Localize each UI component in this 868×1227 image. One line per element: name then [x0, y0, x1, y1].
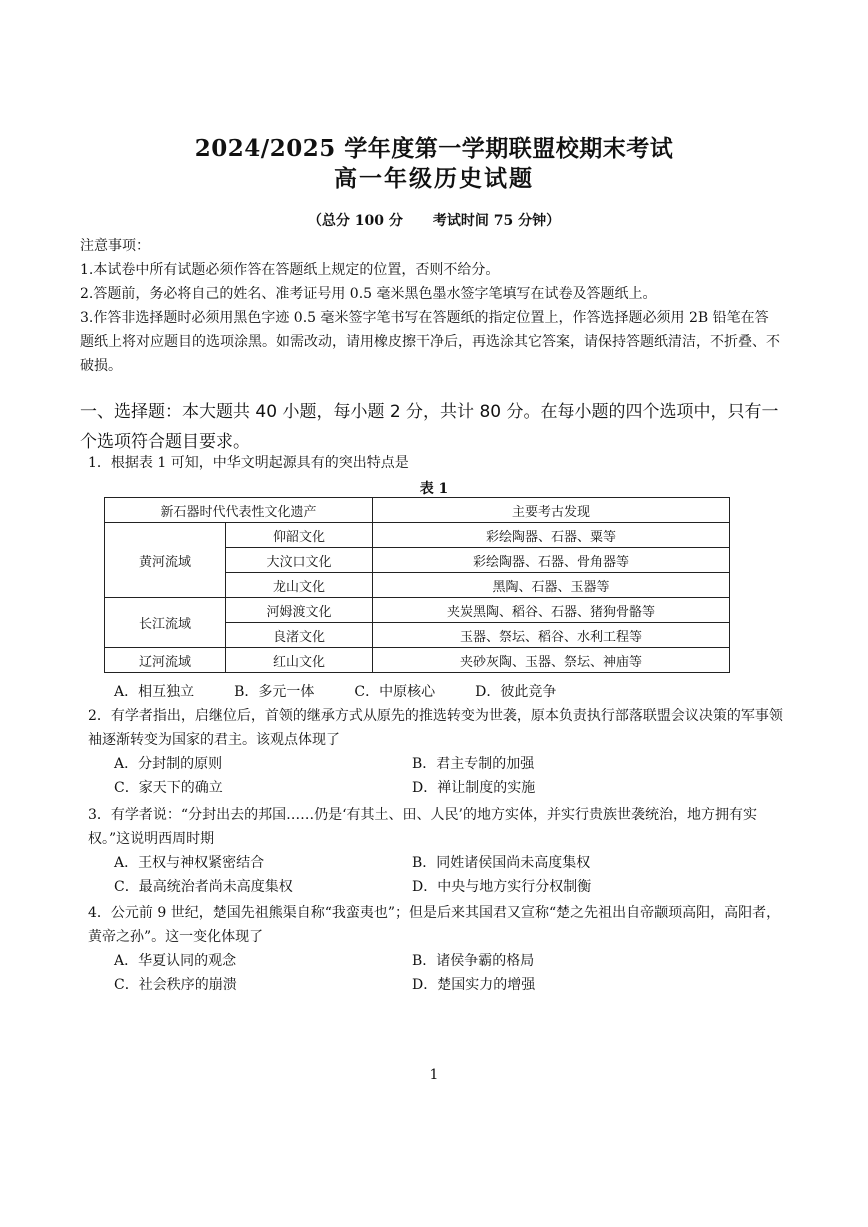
finds-cell: 玉器、祭坛、稻谷、水利工程等	[373, 623, 730, 648]
question-4-options	[114, 949, 788, 997]
option-b: B．诸侯争霸的格局	[412, 953, 535, 969]
question-3	[88, 803, 788, 899]
question-2-stem: 2．有学者指出，启继位后，首领的继承方式从原先的推选转变为世袭，原本负责执行部落联盟会议决策的军事领袖逐渐转变为国家的君主。该观点体现了	[88, 708, 783, 748]
region-cell: 辽河流域	[105, 648, 226, 673]
option-c: C．社会秩序的崩溃	[114, 977, 237, 993]
table-header-row	[105, 498, 730, 523]
region-cell: 黄河流域	[105, 523, 226, 598]
finds-cell: 彩绘陶器、石器、粟等	[373, 523, 730, 548]
exam-title: 2024/2025 学年度第一学期联盟校期末考试	[194, 135, 674, 162]
exam-time: 考试时间 75 分钟）	[432, 213, 561, 229]
note-item: 3.作答非选择题时必须用黑色字迹 0.5 毫米签字笔书写在答题纸的指定位置上，作答选择题必须用 2B 铅笔在答题纸上将对应题目的选项涂黑。如需改动，请用橡皮擦干净后，再选涂其它答案，请保持答题纸清洁，不折叠、不破损。	[80, 310, 780, 374]
finds-cell: 夹砂灰陶、玉器、祭坛、神庙等	[373, 648, 730, 673]
notes-block	[80, 234, 780, 378]
note-item: 1.本试卷中所有试题必须作答在答题纸上规定的位置，否则不给分。	[80, 262, 500, 278]
culture-cell: 大汶口文化	[226, 548, 373, 573]
table-row	[105, 648, 730, 673]
exam-subtitle: 高一年级历史试题	[334, 165, 534, 192]
exam-meta	[0, 210, 868, 230]
table-row	[105, 523, 730, 548]
question-1-options	[88, 680, 788, 704]
culture-cell: 龙山文化	[226, 573, 373, 598]
region-cell: 长江流域	[105, 598, 226, 648]
option-c: C．家天下的确立	[114, 780, 223, 796]
option-b: B．君主专制的加强	[412, 756, 535, 772]
table-row	[105, 598, 730, 623]
culture-cell: 仰韶文化	[226, 523, 373, 548]
notes-heading: 注意事项：	[80, 238, 150, 254]
finds-cell: 黑陶、石器、玉器等	[373, 573, 730, 598]
page-number: 1	[429, 1067, 439, 1083]
total-score: （总分 100 分	[307, 213, 403, 229]
option-a: A．相互独立	[114, 684, 195, 700]
question-2	[88, 704, 788, 800]
question-2-options	[114, 752, 788, 800]
option-d: D．彼此竞争	[475, 684, 557, 700]
question-4	[88, 901, 788, 997]
option-d: D．中央与地方实行分权制衡	[412, 879, 592, 895]
finds-cell: 夹炭黑陶、稻谷、石器、猪狗骨骼等	[373, 598, 730, 623]
option-b: B．多元一体	[234, 684, 315, 700]
option-c: C．中原核心	[354, 684, 436, 700]
question-4-stem: 4．公元前 9 世纪，楚国先祖熊渠自称“我蛮夷也”；但是后来其国君又宣称“楚之先祖出自帝颛顼高阳，高阳者，黄帝之孙”。这一变化体现了	[88, 905, 781, 945]
culture-cell: 红山文化	[226, 648, 373, 673]
question-3-options	[114, 851, 788, 899]
options-row	[114, 680, 788, 704]
option-a: A．华夏认同的观念	[114, 953, 237, 969]
option-b: B．同姓诸侯国尚未高度集权	[412, 855, 591, 871]
option-a: A．王权与神权紧密结合	[114, 855, 265, 871]
note-item: 2.答题前，务必将自己的姓名、准考证号用 0.5 毫米黑色墨水签字笔填写在试卷及答题纸上。	[80, 286, 657, 302]
table-header-right: 主要考古发现	[373, 498, 730, 523]
archaeology-table	[104, 497, 730, 673]
culture-cell: 河姆渡文化	[226, 598, 373, 623]
section-heading: 一、选择题：本大题共 40 小题，每小题 2 分，共计 80 分。在每小题的四个选项中，只有一个选项符合题目要求。	[80, 402, 779, 452]
option-d: D．楚国实力的增强	[412, 977, 536, 993]
finds-cell: 彩绘陶器、石器、骨角器等	[373, 548, 730, 573]
table-caption: 表 1	[419, 481, 449, 497]
option-d: D．禅让制度的实施	[412, 780, 536, 796]
culture-cell: 良渚文化	[226, 623, 373, 648]
question-1-stem: 1．根据表 1 可知，中华文明起源具有的突出特点是	[88, 455, 409, 471]
option-a: A．分封制的原则	[114, 756, 223, 772]
option-c: C．最高统治者尚未高度集权	[114, 879, 293, 895]
table-header-left: 新石器时代代表性文化遗产	[105, 498, 373, 523]
question-3-stem: 3．有学者说：“分封出去的邦国……仍是‘有其土、田、人民’的地方实体，并实行贵族世袭统治，地方拥有实权。”这说明西周时期	[88, 807, 757, 847]
